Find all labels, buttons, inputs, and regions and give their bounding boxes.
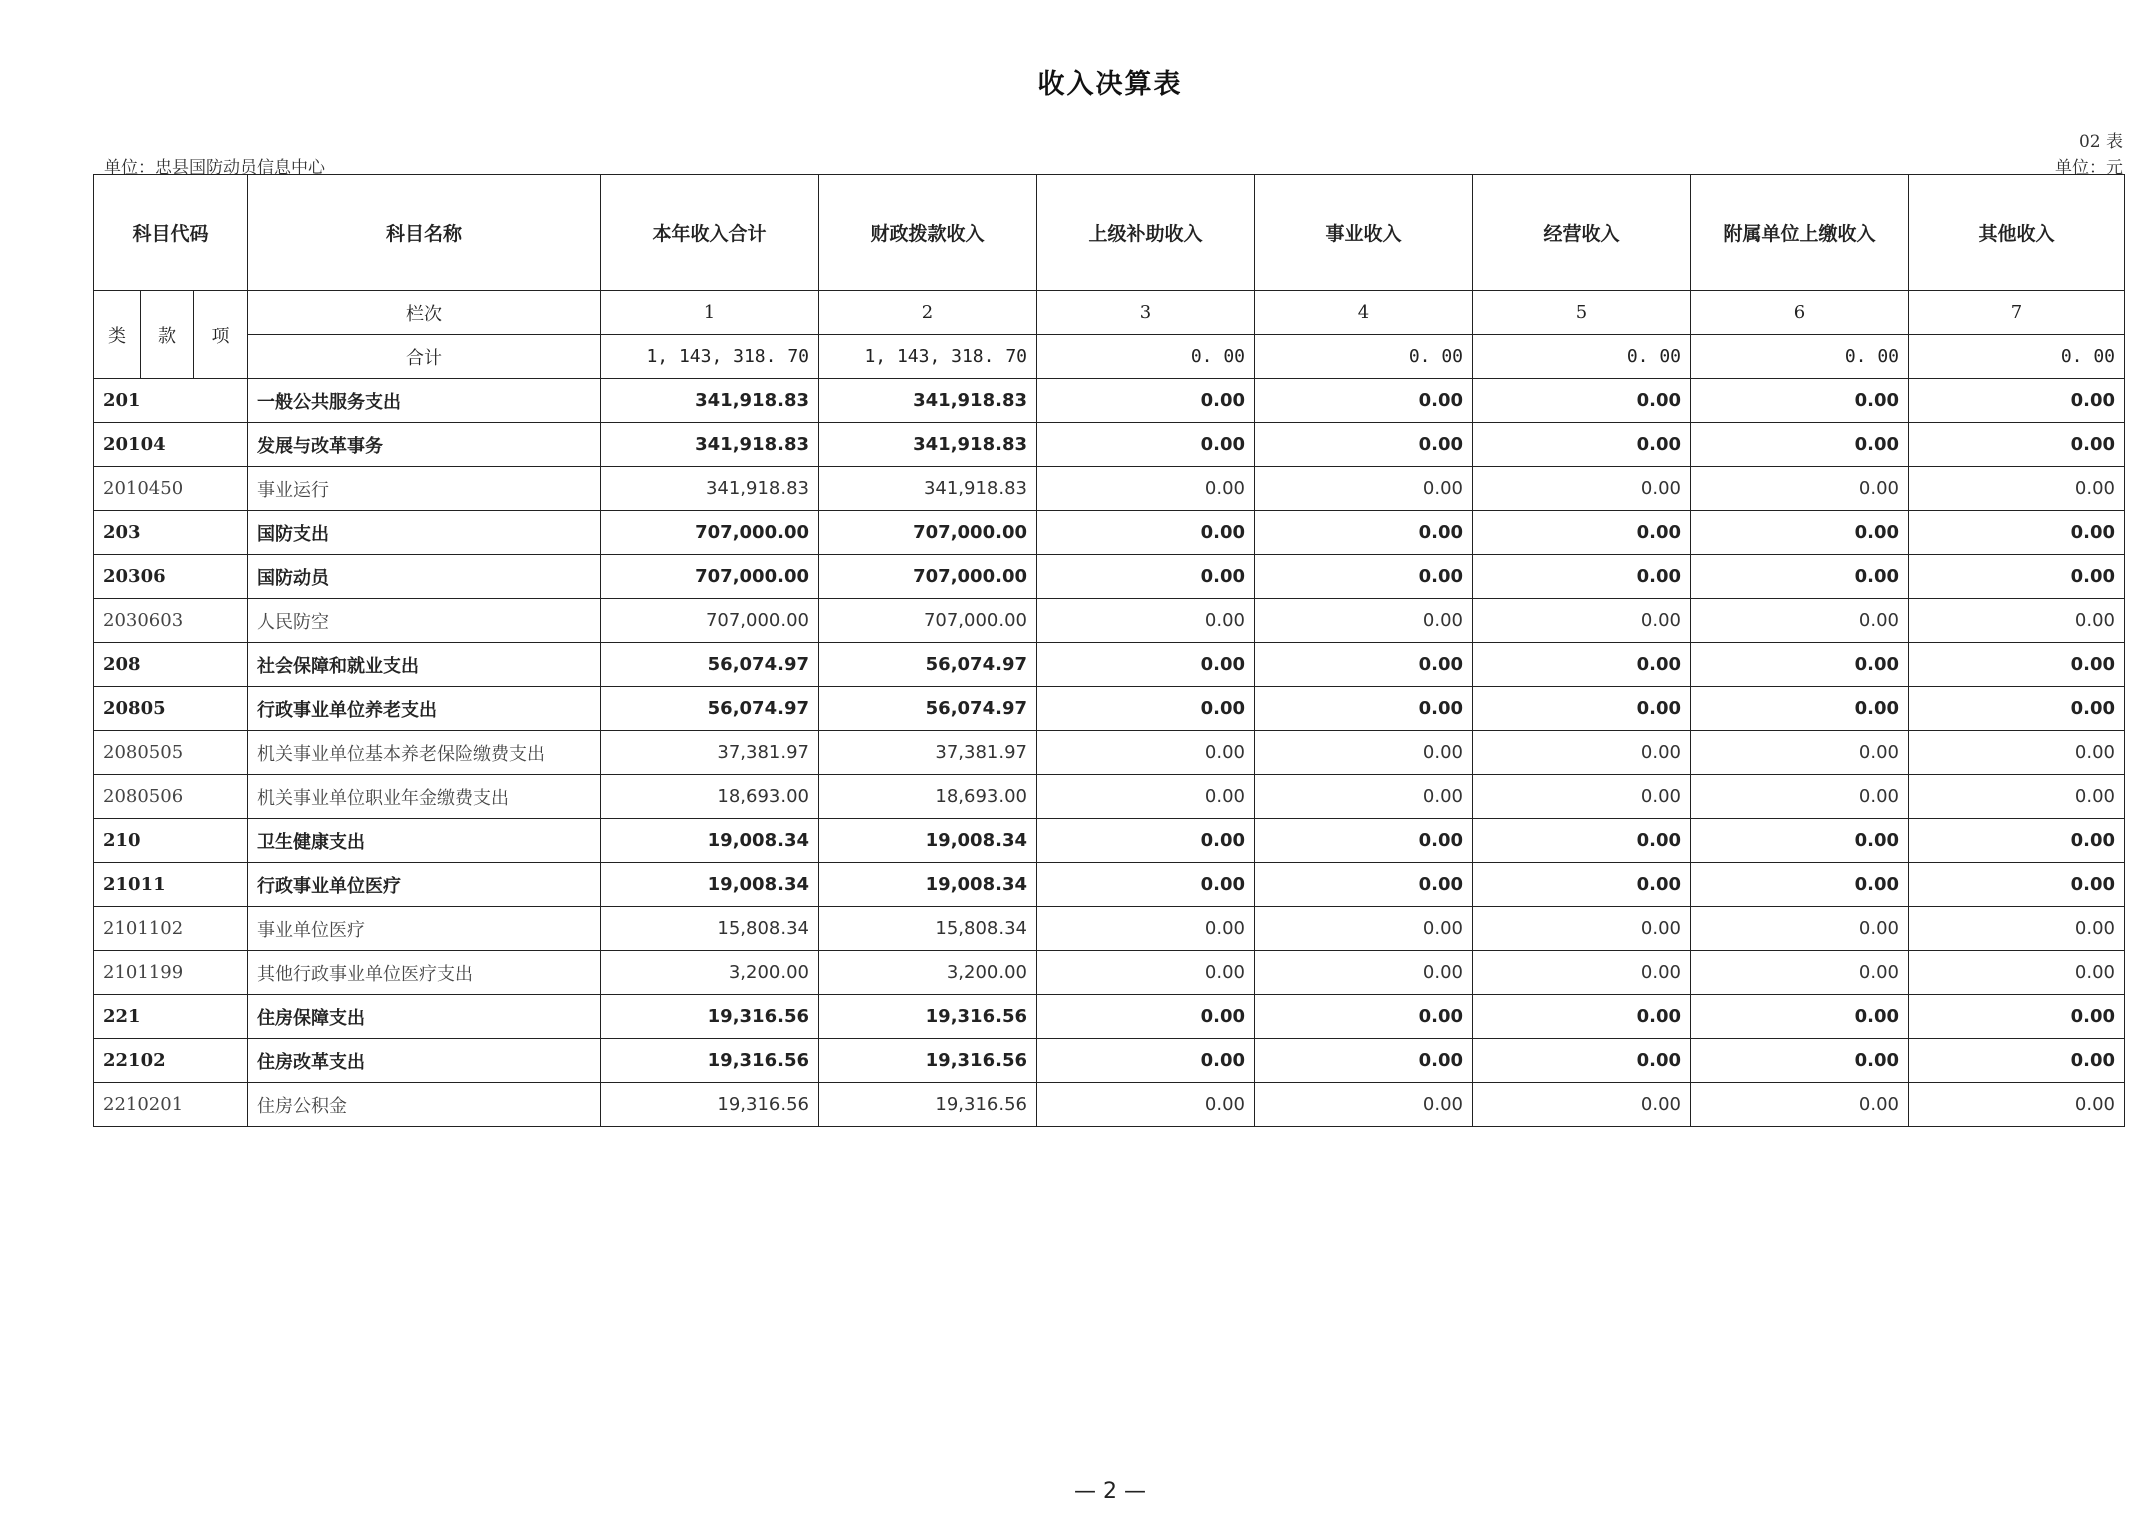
row-code: 210 [94,819,248,863]
row-value: 0.00 [1255,995,1473,1039]
row-code: 2030603 [94,599,248,643]
col-number: 3 [1037,291,1255,335]
row-code: 2080505 [94,731,248,775]
row-value: 0.00 [1473,863,1691,907]
col-number: 7 [1909,291,2125,335]
table-row [94,1039,2125,1083]
row-value: 0.00 [1909,775,2125,819]
row-value: 56,074.97 [819,687,1037,731]
row-value: 0.00 [1691,819,1909,863]
row-value: 0.00 [1909,951,2125,995]
row-value: 0.00 [1037,467,1255,511]
row-value: 0.00 [1473,467,1691,511]
currency-unit: 单位：元 [2055,158,2123,178]
row-code: 22102 [94,1039,248,1083]
table-row [94,907,2125,951]
total-value: 1, 143, 318. 70 [819,335,1037,379]
row-name: 住房改革支出 [248,1039,601,1083]
row-value: 707,000.00 [601,555,819,599]
header-code: 科目代码 [94,175,248,291]
row-value: 341,918.83 [819,423,1037,467]
row-value: 0.00 [1037,423,1255,467]
row-value: 0.00 [1909,687,2125,731]
page-number: — 2 — [1074,1479,1146,1504]
row-value: 19,008.34 [601,819,819,863]
row-code: 21011 [94,863,248,907]
row-value: 0.00 [1909,555,2125,599]
row-value: 56,074.97 [601,643,819,687]
row-value: 19,316.56 [601,1039,819,1083]
row-value: 0.00 [1255,643,1473,687]
row-value: 0.00 [1691,599,1909,643]
row-value: 0.00 [1037,731,1255,775]
total-value: 0. 00 [1037,335,1255,379]
row-value: 0.00 [1691,1083,1909,1127]
row-value: 0.00 [1691,687,1909,731]
row-value: 0.00 [1037,1039,1255,1083]
row-value: 37,381.97 [819,731,1037,775]
header-business: 事业收入 [1255,175,1473,291]
row-value: 37,381.97 [601,731,819,775]
col-number: 5 [1473,291,1691,335]
row-name: 卫生健康支出 [248,819,601,863]
row-value: 0.00 [1909,423,2125,467]
row-name: 国防动员 [248,555,601,599]
row-value: 0.00 [1037,687,1255,731]
row-value: 0.00 [1909,863,2125,907]
row-value: 707,000.00 [601,511,819,555]
row-name: 事业运行 [248,467,601,511]
row-value: 0.00 [1909,1039,2125,1083]
row-value: 0.00 [1691,511,1909,555]
row-name: 机关事业单位职业年金缴费支出 [248,775,601,819]
row-name: 机关事业单位基本养老保险缴费支出 [248,731,601,775]
row-code: 2101199 [94,951,248,995]
row-value: 0.00 [1037,907,1255,951]
row-value: 19,316.56 [601,1083,819,1127]
row-value: 0.00 [1473,599,1691,643]
label-xiang: 项 [194,291,248,379]
row-value: 3,200.00 [819,951,1037,995]
header-total: 本年收入合计 [601,175,819,291]
row-value: 341,918.83 [601,423,819,467]
unit-name: 单位：忠县国防动员信息中心 [104,158,325,178]
row-value: 0.00 [1691,1039,1909,1083]
row-value: 0.00 [1691,731,1909,775]
row-value: 341,918.83 [601,467,819,511]
row-value: 19,316.56 [819,995,1037,1039]
total-value: 0. 00 [1691,335,1909,379]
header-row [94,175,2125,291]
row-value: 0.00 [1473,951,1691,995]
row-value: 0.00 [1691,863,1909,907]
row-value: 0.00 [1255,819,1473,863]
row-value: 19,316.56 [819,1039,1037,1083]
total-value: 0. 00 [1255,335,1473,379]
header-superior: 上级补助收入 [1037,175,1255,291]
row-code: 20306 [94,555,248,599]
table-row [94,555,2125,599]
row-value: 0.00 [1909,907,2125,951]
row-value: 18,693.00 [601,775,819,819]
row-name: 一般公共服务支出 [248,379,601,423]
row-value: 0.00 [1255,731,1473,775]
row-value: 0.00 [1473,423,1691,467]
label-heji: 合计 [248,335,601,379]
row-value: 0.00 [1909,643,2125,687]
income-table [93,174,2125,1127]
row-value: 0.00 [1255,1083,1473,1127]
col-number: 2 [819,291,1037,335]
row-value: 0.00 [1691,555,1909,599]
row-value: 0.00 [1473,643,1691,687]
row-code: 203 [94,511,248,555]
row-value: 0.00 [1909,819,2125,863]
row-value: 0.00 [1255,775,1473,819]
row-value: 0.00 [1909,731,2125,775]
row-value: 0.00 [1037,863,1255,907]
row-value: 0.00 [1037,599,1255,643]
table-row [94,775,2125,819]
row-code: 208 [94,643,248,687]
row-value: 3,200.00 [601,951,819,995]
row-value: 0.00 [1691,379,1909,423]
row-value: 0.00 [1255,467,1473,511]
row-value: 0.00 [1255,907,1473,951]
row-value: 0.00 [1255,423,1473,467]
table-row [94,863,2125,907]
row-value: 0.00 [1473,687,1691,731]
row-value: 0.00 [1473,379,1691,423]
row-value: 0.00 [1037,1083,1255,1127]
header-affiliated: 附属单位上缴收入 [1691,175,1909,291]
row-value: 0.00 [1691,995,1909,1039]
row-value: 0.00 [1037,379,1255,423]
label-kuan: 款 [141,291,194,379]
row-value: 18,693.00 [819,775,1037,819]
row-value: 0.00 [1255,951,1473,995]
label-lanci: 栏次 [248,291,601,335]
row-code: 2010450 [94,467,248,511]
header-operating: 经营收入 [1473,175,1691,291]
total-row [94,335,2125,379]
row-name: 行政事业单位养老支出 [248,687,601,731]
header-other: 其他收入 [1909,175,2125,291]
total-value: 0. 00 [1909,335,2125,379]
page-title: 收入决算表 [1037,69,1183,100]
row-name: 事业单位医疗 [248,907,601,951]
col-number: 6 [1691,291,1909,335]
row-name: 发展与改革事务 [248,423,601,467]
row-value: 0.00 [1691,775,1909,819]
row-value: 0.00 [1037,951,1255,995]
col-number: 4 [1255,291,1473,335]
row-value: 707,000.00 [601,599,819,643]
row-value: 0.00 [1255,511,1473,555]
row-value: 0.00 [1255,379,1473,423]
row-value: 0.00 [1691,467,1909,511]
row-value: 0.00 [1473,995,1691,1039]
row-value: 0.00 [1909,1083,2125,1127]
row-name: 行政事业单位医疗 [248,863,601,907]
row-value: 707,000.00 [819,511,1037,555]
row-name: 住房公积金 [248,1083,601,1127]
form-number: 02 表 [2078,132,2123,152]
row-value: 0.00 [1037,819,1255,863]
row-value: 0.00 [1909,995,2125,1039]
row-name: 其他行政事业单位医疗支出 [248,951,601,995]
row-value: 0.00 [1909,467,2125,511]
table-row [94,951,2125,995]
row-value: 19,316.56 [601,995,819,1039]
row-code: 2101102 [94,907,248,951]
row-value: 56,074.97 [819,643,1037,687]
column-number-row [94,291,2125,335]
row-value: 0.00 [1255,599,1473,643]
row-value: 0.00 [1691,423,1909,467]
row-value: 0.00 [1037,995,1255,1039]
row-value: 0.00 [1473,907,1691,951]
row-value: 707,000.00 [819,599,1037,643]
row-value: 0.00 [1473,555,1691,599]
row-code: 201 [94,379,248,423]
row-name: 社会保障和就业支出 [248,643,601,687]
row-value: 0.00 [1691,951,1909,995]
row-value: 0.00 [1037,775,1255,819]
table-row [94,1083,2125,1127]
col-number: 1 [601,291,819,335]
row-value: 341,918.83 [819,467,1037,511]
table-row [94,423,2125,467]
table-row [94,467,2125,511]
row-code: 221 [94,995,248,1039]
row-code: 2210201 [94,1083,248,1127]
table-row [94,379,2125,423]
row-code: 20805 [94,687,248,731]
row-value: 0.00 [1037,643,1255,687]
table-row [94,599,2125,643]
header-name: 科目名称 [248,175,601,291]
total-value: 1, 143, 318. 70 [601,335,819,379]
row-name: 住房保障支出 [248,995,601,1039]
row-code: 2080506 [94,775,248,819]
row-value: 0.00 [1909,379,2125,423]
row-value: 0.00 [1255,1039,1473,1083]
row-value: 0.00 [1473,731,1691,775]
row-value: 0.00 [1909,511,2125,555]
row-value: 0.00 [1473,1039,1691,1083]
row-value: 19,316.56 [819,1083,1037,1127]
table-row [94,731,2125,775]
row-value: 19,008.34 [819,819,1037,863]
row-value: 341,918.83 [601,379,819,423]
row-value: 0.00 [1255,687,1473,731]
row-name: 人民防空 [248,599,601,643]
table-row [94,687,2125,731]
row-value: 0.00 [1255,555,1473,599]
row-value: 19,008.34 [819,863,1037,907]
row-value: 0.00 [1473,1083,1691,1127]
row-value: 0.00 [1473,819,1691,863]
table-row [94,819,2125,863]
row-value: 19,008.34 [601,863,819,907]
header-fiscal: 财政拨款收入 [819,175,1037,291]
row-code: 20104 [94,423,248,467]
row-value: 0.00 [1473,511,1691,555]
row-value: 56,074.97 [601,687,819,731]
table-row [94,643,2125,687]
row-name: 国防支出 [248,511,601,555]
row-value: 0.00 [1691,643,1909,687]
row-value: 15,808.34 [601,907,819,951]
label-lei: 类 [94,291,141,379]
row-value: 707,000.00 [819,555,1037,599]
row-value: 15,808.34 [819,907,1037,951]
row-value: 341,918.83 [819,379,1037,423]
row-value: 0.00 [1473,775,1691,819]
row-value: 0.00 [1037,511,1255,555]
row-value: 0.00 [1255,863,1473,907]
row-value: 0.00 [1909,599,2125,643]
row-value: 0.00 [1691,907,1909,951]
table-row [94,511,2125,555]
row-value: 0.00 [1037,555,1255,599]
table-row [94,995,2125,1039]
total-value: 0. 00 [1473,335,1691,379]
